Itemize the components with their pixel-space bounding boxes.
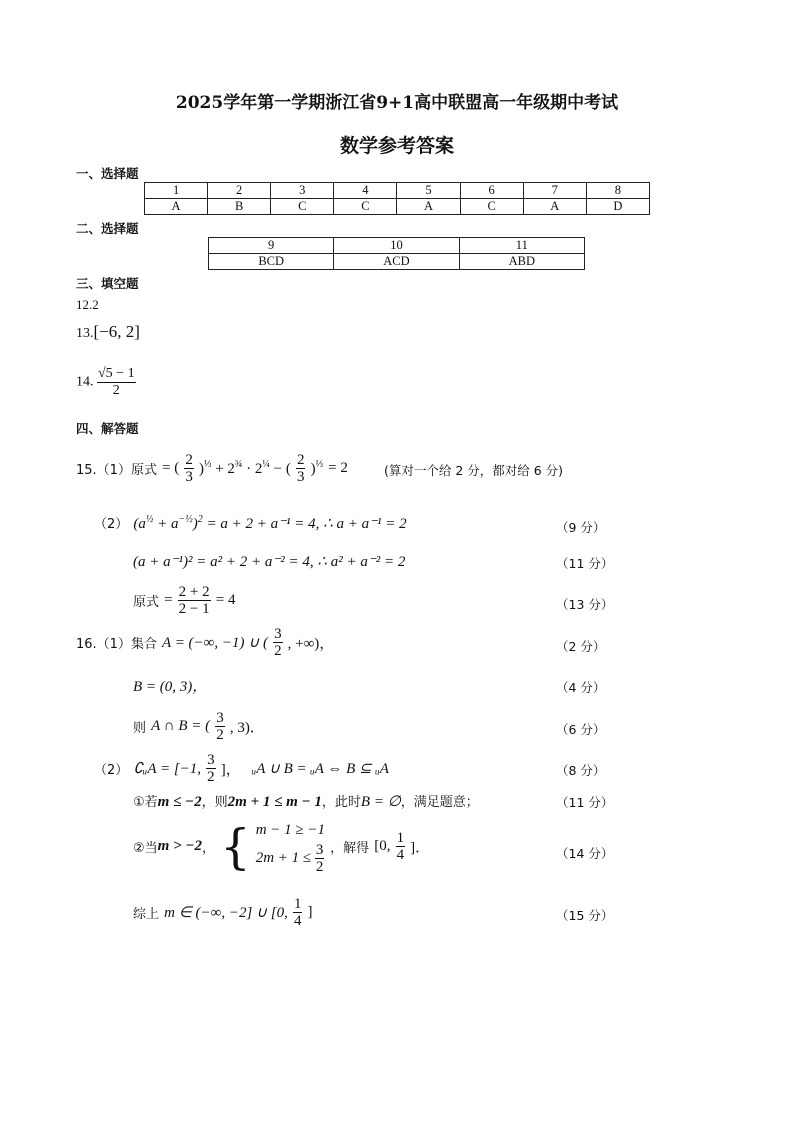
q16-conclusion <box>133 896 313 929</box>
q14-numerator: √5 − 1 <box>98 366 135 381</box>
conclusion-expr: m ∈ (−∞, −2] ∪ [0, <box>164 905 288 921</box>
score: （4 分） <box>556 680 606 695</box>
frac-den: 2 − 1 <box>178 601 210 617</box>
frac-num: 3 <box>315 842 324 858</box>
conclusion-label: 综上 <box>133 907 160 922</box>
frac-den: 4 <box>396 847 405 863</box>
q16-p2-label: （2） <box>94 763 129 778</box>
system-row-2 <box>256 842 325 875</box>
q16-part1-line1 <box>76 626 334 659</box>
case2-result-tail: ]． <box>410 840 431 856</box>
score: （6 分） <box>556 722 606 737</box>
q15-p2-eq2: (a + a⁻¹)² = a² + 2 + a⁻² = 4, ∴ a² + a⁻² = 2 <box>133 554 406 570</box>
frac-den: 2 <box>207 769 215 785</box>
case1-ineq: 2m + 1 ≤ m − 1 <box>227 794 322 810</box>
case2-frac <box>396 830 406 863</box>
q16-set-a-tail: , +∞)， <box>287 636 335 652</box>
q16-set-b: B = (0, 3)， <box>133 679 208 695</box>
mc-answer: A <box>523 199 586 215</box>
q16-complement-tail: ]， <box>220 762 241 778</box>
mc-answer-table <box>144 182 650 215</box>
q15-frac-a <box>184 452 194 485</box>
doc-title: 2025学年第一学期浙江省9+1高中联盟高一年级期中考试 <box>175 93 619 113</box>
answer-q14 <box>76 366 136 399</box>
section-solutions: 四、解答题 <box>76 421 139 436</box>
case2-result: [0, <box>374 838 391 854</box>
frac-den: 2 <box>315 859 324 875</box>
q15-p2-line3: 原式 = $\frac{2 + 2}{2 - 1}$ = 4 <box>133 584 236 617</box>
q15-p2-line3-label: 原式 <box>133 595 160 610</box>
q16-case2: ②当m > −2， { m − 1 ≥ −1 2m + 1 ≤ $\frac{3}{2}$ ，解得 [0, $\frac{1}{4}$ ]． <box>133 818 431 875</box>
mc-number: 7 <box>523 183 586 199</box>
q16-part2-line1 <box>94 752 389 785</box>
q15-p2-fraction <box>178 584 211 617</box>
q13-value: [−6, 2] <box>93 322 140 341</box>
q15-part2-line1: （2） $(a^{\frac{1}{2}} + a^{-\frac{1}{2}})^2 = a + 2 + a^{-1} = 4$, ∴ a + a⁻¹ = 2 <box>94 514 407 532</box>
score: （14 分） <box>556 846 614 861</box>
answer-q13 <box>76 322 140 342</box>
multi-answer: BCD <box>209 254 334 270</box>
frac-den: 3 <box>296 469 305 485</box>
q16-intersection-tail: , 3)． <box>229 720 265 736</box>
q15-p2-label: （2） <box>94 517 129 532</box>
multi-number: 10 <box>334 238 459 254</box>
q15-p2-eq1: = a + 2 + a⁻¹ = 4, ∴ a + a⁻¹ = 2 <box>206 516 407 532</box>
doc-subtitle: 数学参考答案 <box>339 135 454 157</box>
frac-num: 2 + 2 <box>178 584 210 600</box>
inequality-system <box>256 818 325 875</box>
system-row-1: m − 1 ≥ −1 <box>255 822 326 838</box>
mc-number: 6 <box>460 183 523 199</box>
mc-answer: A <box>397 199 460 215</box>
q14-fraction <box>97 366 136 399</box>
case2-cond: m > −2 <box>157 838 202 854</box>
q16-complement: ∁ᵤA = [−1, <box>133 761 202 777</box>
mc-number: 5 <box>397 183 460 199</box>
score: （15 分） <box>556 908 614 923</box>
multi-number: 11 <box>459 238 584 254</box>
q16-then-label: 则 <box>133 721 147 736</box>
frac-den: 2 <box>274 643 282 659</box>
q16-frac-3-2c <box>206 752 216 785</box>
mc-answer: C <box>460 199 523 215</box>
conclusion-frac <box>293 896 303 929</box>
multi-number: 9 <box>209 238 334 254</box>
score: （13 分） <box>556 597 614 612</box>
q15-frac-b <box>296 452 306 485</box>
q14-label: 14. <box>76 374 94 390</box>
q14-denominator: 2 <box>112 383 120 398</box>
mc-number: 3 <box>271 183 334 199</box>
case1-empty: B = ∅ <box>360 794 401 810</box>
q16-frac-3-2b <box>215 710 225 743</box>
score: （9 分） <box>556 520 606 535</box>
score: （2 分） <box>556 639 606 654</box>
multi-answer: ACD <box>334 254 459 270</box>
multi-number-row <box>209 238 585 254</box>
section-multiple-choice: 一、选择题 <box>76 166 139 181</box>
mc-answer: C <box>334 199 397 215</box>
system-row-2-left: 2m + 1 ≤ <box>255 849 312 866</box>
frac-num: 2 <box>185 452 193 468</box>
system-brace: { <box>220 818 251 875</box>
section-fill-blank: 三、填空题 <box>76 276 139 291</box>
case1-tail: ，满足题意； <box>400 795 479 810</box>
multi-answer-row <box>209 254 585 270</box>
frac-num: 1 <box>293 896 302 912</box>
q15-label: 15.（1）原式 <box>76 463 157 478</box>
score: （11 分） <box>556 556 614 571</box>
frac-num: 3 <box>274 626 282 642</box>
frac-num: 3 <box>207 752 215 768</box>
q16-equivalence: ᵤA ∪ B = ᵤA ⇔ B ⊆ ᵤA <box>251 761 389 777</box>
multi-answer: ABD <box>459 254 584 270</box>
frac-num: 3 <box>216 710 224 726</box>
q15-p1-result: = 2 <box>328 460 348 476</box>
system-frac <box>315 842 325 875</box>
mc-answer: C <box>271 199 334 215</box>
mc-number: 4 <box>334 183 397 199</box>
frac-den: 4 <box>293 913 302 929</box>
conclusion-tail: ] <box>307 904 313 920</box>
case1-label: ①若 <box>133 795 158 810</box>
mc-answer: A <box>145 199 208 215</box>
q13-label: 13. <box>76 326 94 341</box>
q15-p2-line3-tail: = 4 <box>215 592 236 608</box>
mc-number-row <box>145 183 650 199</box>
mc-answer-row <box>145 199 650 215</box>
case2-label: ②当 <box>133 841 158 856</box>
mc-number: 2 <box>208 183 271 199</box>
q15-part1: 15.（1）原式 = ( $\frac{2}{3}$ )$^{\frac{1}{3}} + 2^{\frac{3}{4}} \cdot 2^{\frac{1}{4}}$ − ( $\frac{2}{3}$ )$^{\frac{1}{3}}$ = 2 <box>76 452 348 485</box>
case1-cond: m ≤ −2 <box>157 794 202 810</box>
frac-num: 2 <box>296 452 305 468</box>
mc-answer: D <box>586 199 649 215</box>
mc-number: 1 <box>145 183 208 199</box>
q16-label: 16.（1）集合 <box>76 637 157 652</box>
frac-den: 2 <box>216 727 224 743</box>
q16-set-a: A = (−∞, −1) ∪ ( <box>162 635 268 651</box>
case1-mid: ，则 <box>201 795 228 810</box>
multi-answer-table <box>208 237 585 270</box>
score: （8 分） <box>556 763 606 778</box>
q16-intersection: A ∩ B = ( <box>151 718 211 734</box>
q16-part1-line3 <box>133 710 265 743</box>
mc-number: 8 <box>586 183 649 199</box>
frac-den: 3 <box>185 469 193 485</box>
q16-frac-3-2 <box>273 626 283 659</box>
q15-scoring-note: (算对一个给 2 分，都对给 6 分) <box>384 463 564 478</box>
mc-answer: B <box>208 199 271 215</box>
frac-num: 1 <box>396 830 405 846</box>
case1-mid2: ，此时 <box>321 795 361 810</box>
section-multi-select: 二、选择题 <box>76 221 139 236</box>
score: （11 分） <box>556 795 614 810</box>
case2-solve: ，解得 <box>330 841 370 856</box>
q16-case1 <box>133 791 479 811</box>
answer-q12: 12.2 <box>76 297 99 312</box>
